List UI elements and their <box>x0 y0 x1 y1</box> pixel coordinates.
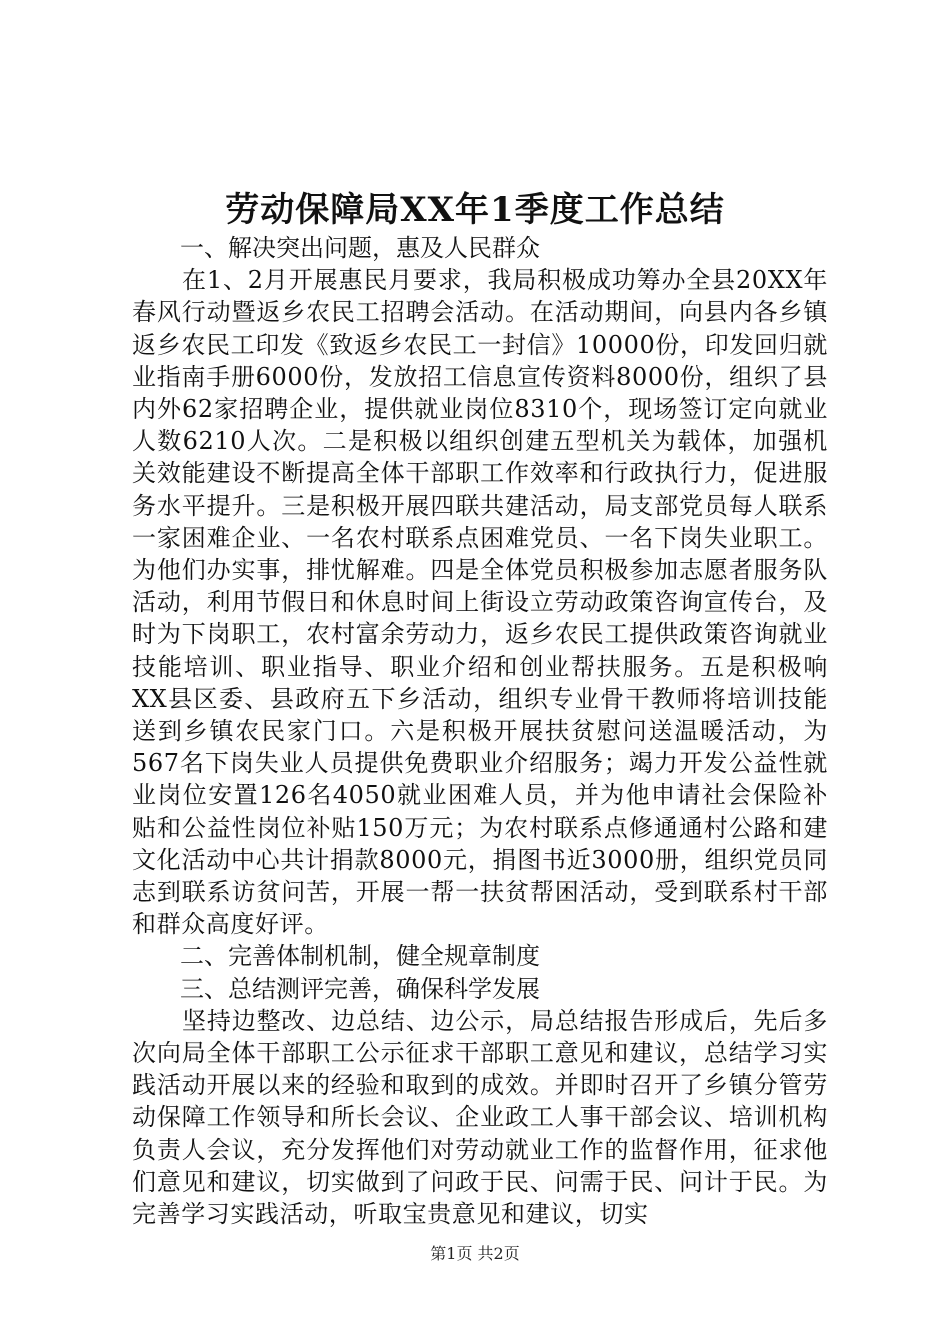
paragraph-2: 坚持边整改、边总结、边公示，局总结报告形成后，先后多次向局全体干部职工公示征求干部职工意见和建议，总结学习实践活动开展以来的经验和取到的成效。并即时召开了乡镇分管劳动保障工作领导和所长会议、企业政工人事干部会议、培训机构负责人会议，充分发挥他们对劳动就业工作的监督作用，征求他们意见和建议，切实做到了问政于民、问需于民、问计于民。为完善学习实践活动，听取宝贵意见和建议，切实 <box>132 1006 828 1229</box>
document-body <box>132 232 828 1230</box>
section-heading-1: 一、解决突出问题，惠及人民群众 <box>180 234 540 262</box>
section-heading-2: 二、完善体制机制，健全规章制度 <box>180 942 540 971</box>
page-footer: 第1页 共2页 <box>430 1244 520 1263</box>
section-heading-3: 三、总结测评完善，确保科学发展 <box>180 974 540 1003</box>
paragraph-1: 在1、2月开展惠民月要求，我局积极成功筹办全县20XX年春风行动暨返乡农民工招聘会活动。在活动期间，向县内各乡镇返乡农民工印发《致返乡农民工一封信》10000份，印发回归就业指南手册6000份，发放招工信息宣传资料8000份，组织了县内外62家招聘企业，提供就业岗位8310个，现场签订定向就业人数6210人次。二是积极以组织创建五型机关为载体，加强机关效能建设不断提高全体干部职工作效率和行政执行力，促进服务水平提升。三是积极开展四联共建活动，局支部党员每人联系一家困难企业、一名农村联系点困难党员、一名下岗失业职工。为他们办实事，排忧解难。四是全体党员积极参加志愿者服务队活动，利用节假日和休息时间上街设立劳动政策咨询宣传台，及时为下岗职工，农村富余劳动力，返乡农民工提供政策咨询就业技能培训、职业指导、职业介绍和创业帮扶服务。五是积极响XX县区委、县政府五下乡活动，组织专业骨干教师将培训技能送到乡镇农民家门口。六是积极开展扶贫慰问送温暖活动，为567名下岗失业人员提供免费职业介绍服务；竭力开发公益性就业岗位安置126名4050就业困难人员，并为他申请社会保险补贴和公益性岗位补贴150万元；为农村联系点修通通村公路和建文化活动中心共计捐款8000元，捐图书近3000册，组织党员同志到联系访贫问苦，开展一帮一扶贫帮困活动，受到联系村干部和群众高度好评。 <box>132 266 828 939</box>
document-title: 劳动保障局XX年1季度工作总结 <box>225 190 725 230</box>
